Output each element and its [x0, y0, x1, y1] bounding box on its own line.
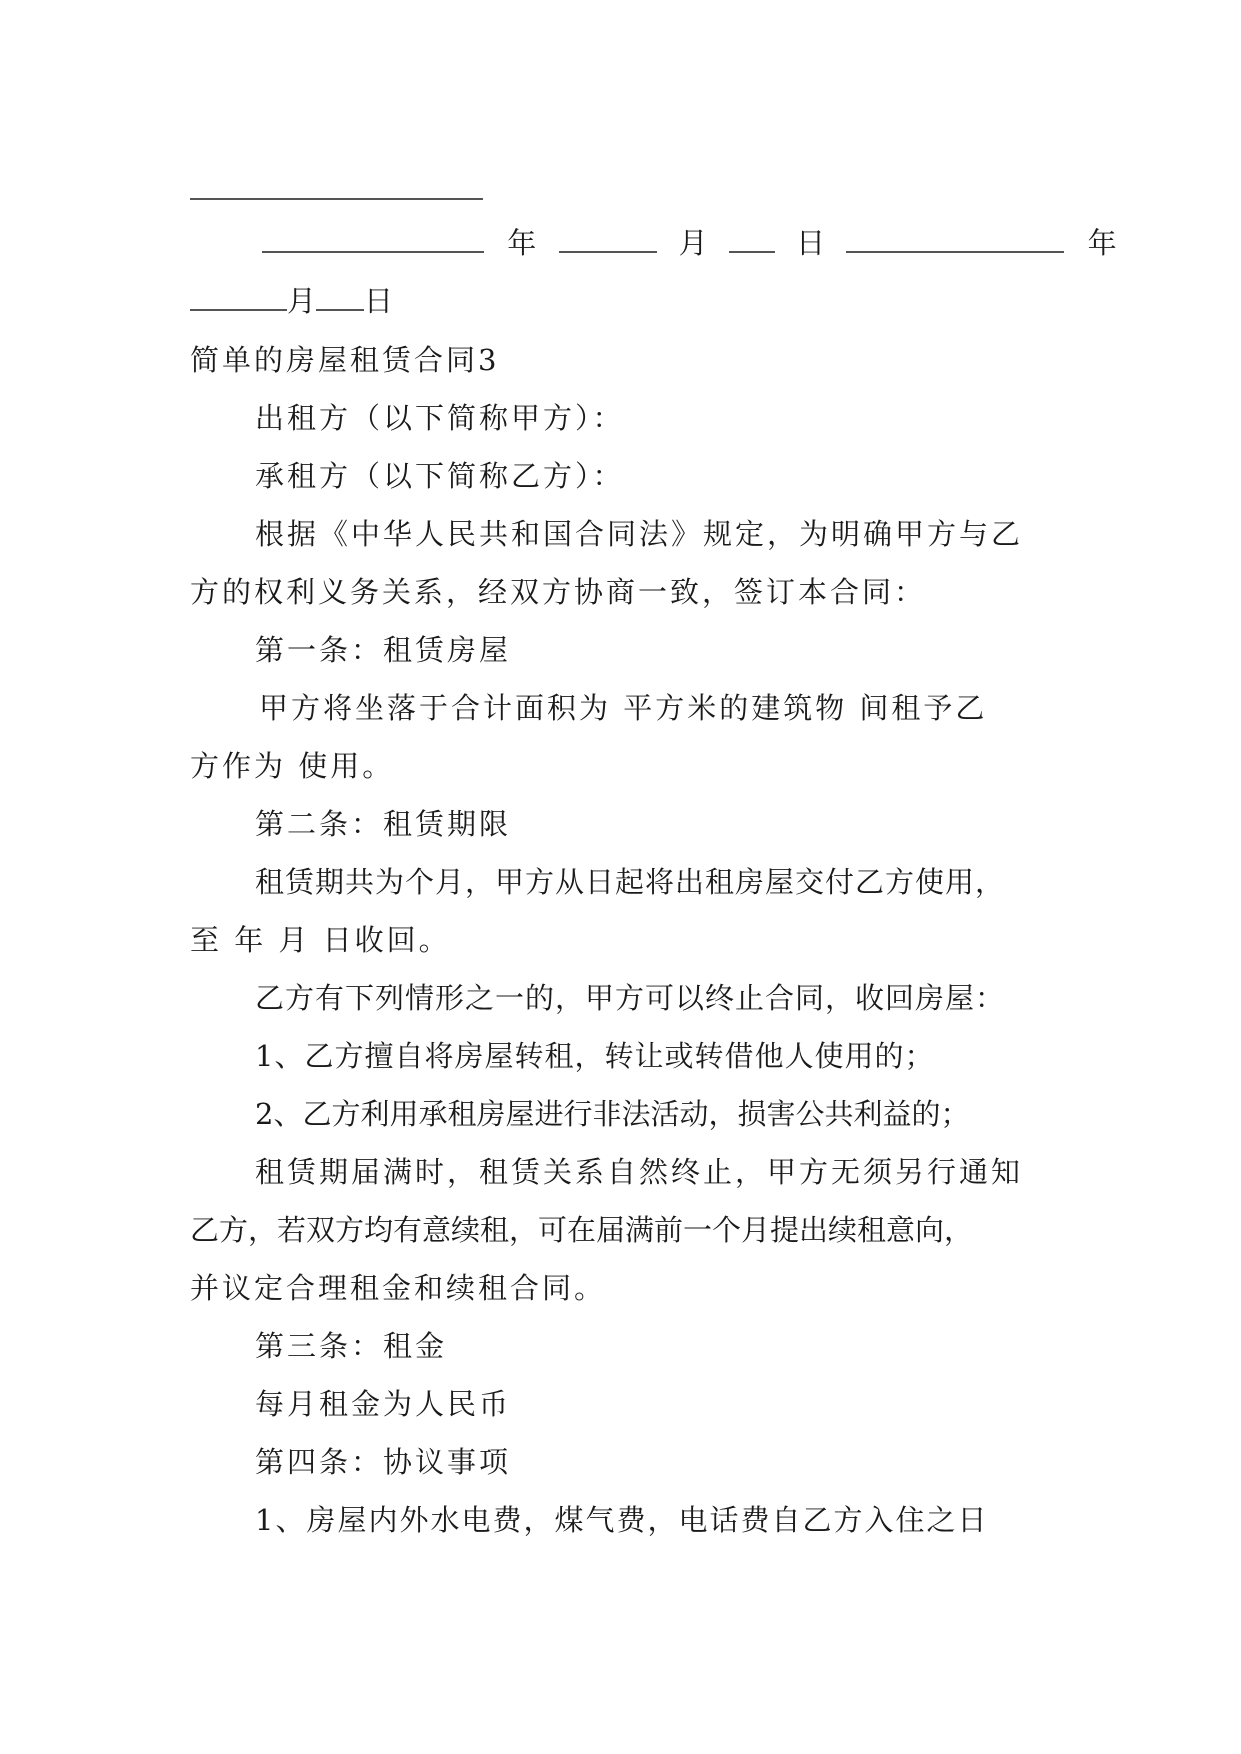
- article-2-body: 至 年 月 日收回。: [190, 923, 451, 957]
- article-2-body: 租赁期共为个月，甲方从日起将出租房屋交付乙方使用，: [255, 865, 1006, 899]
- lessee-line: 承租方（以下简称乙方）：: [255, 459, 625, 493]
- blank-field: [316, 281, 364, 311]
- blank-field: [846, 223, 1064, 253]
- blank-field: [729, 223, 775, 253]
- list-item: 1、乙方擅自将房屋转租，转让或转借他人使用的；: [255, 1039, 935, 1073]
- blank-field: [559, 223, 657, 253]
- year-label: 年: [507, 226, 537, 260]
- article-4-heading: 第四条：协议事项: [255, 1445, 512, 1479]
- day-label: 日: [796, 226, 826, 260]
- expiry-paragraph: 乙方，若双方均有意续租，可在届满前一个月提出续租意向，: [190, 1213, 974, 1247]
- month-label: 月: [287, 284, 317, 318]
- article-3-body: 每月租金为人民币: [255, 1387, 512, 1421]
- list-item: 2、乙方利用承租房屋进行非法活动，损害公共利益的；: [255, 1097, 970, 1131]
- signature-date-row: [190, 281, 393, 321]
- signature-line: [190, 198, 483, 200]
- article-1-heading: 第一条：租赁房屋: [255, 633, 512, 667]
- expiry-paragraph: 并议定合理租金和续租合同。: [190, 1271, 607, 1305]
- termination-clause: 乙方有下列情形之一的，甲方可以终止合同，收回房屋：: [255, 981, 1006, 1015]
- intro-paragraph: 方的权利义务关系，经双方协商一致，签订本合同：: [190, 575, 927, 609]
- document-title: 简单的房屋租赁合同3: [190, 343, 500, 377]
- article-1-body: 方作为 使用。: [190, 749, 395, 783]
- article-2-heading: 第二条：租赁期限: [255, 807, 512, 841]
- lessor-line: 出租方（以下简称甲方）：: [255, 401, 625, 435]
- article-1-body: 甲方将坐落于合计面积为 平方米的建筑物 间租予乙: [259, 691, 988, 725]
- day-label: 日: [364, 284, 394, 318]
- signature-date-row: [262, 223, 1131, 263]
- year-label: 年: [1087, 226, 1117, 260]
- article-3-heading: 第三条：租金: [255, 1329, 448, 1363]
- intro-paragraph: 根据《中华人民共和国合同法》规定，为明确甲方与乙: [255, 517, 1024, 551]
- blank-field: [262, 223, 484, 253]
- blank-field: [190, 281, 287, 311]
- month-label: 月: [678, 226, 708, 260]
- list-item: 1、房屋内外水电费，煤气费，电话费自乙方入住之日: [255, 1503, 989, 1537]
- expiry-paragraph: 租赁期届满时，租赁关系自然终止，甲方无须另行通知: [255, 1155, 1024, 1189]
